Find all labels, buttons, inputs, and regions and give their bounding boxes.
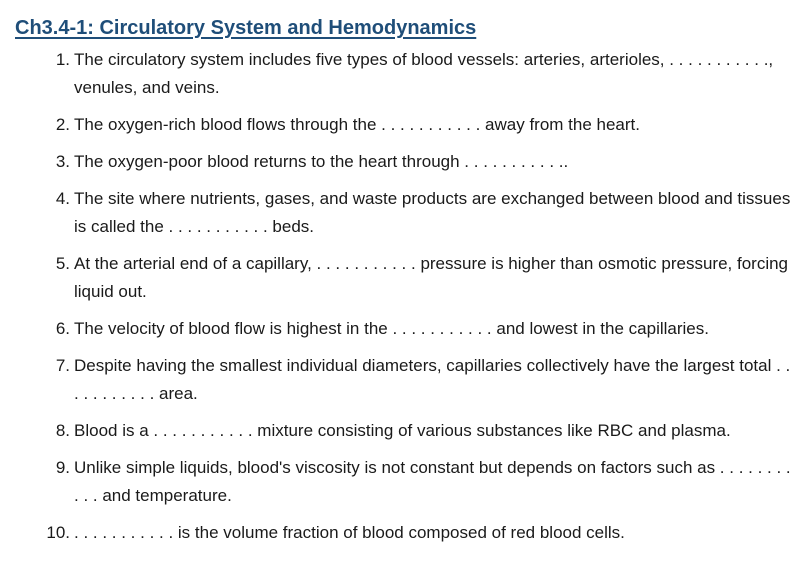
- page-title: Ch3.4-1: Circulatory System and Hemodynamics: [15, 17, 477, 39]
- question-item: [15, 519, 792, 547]
- question-number: 5.: [55, 254, 70, 273]
- question-item: [15, 46, 792, 102]
- question-item: [15, 111, 792, 139]
- question-number: 8.: [55, 421, 70, 440]
- question-number: 3.: [55, 152, 70, 171]
- question-text: The oxygen-rich blood flows through the . . . . . . . . . . . away from the heart.: [74, 115, 640, 134]
- question-item: [15, 454, 792, 510]
- question-item: [15, 148, 792, 176]
- question-number: 10.: [46, 523, 70, 542]
- question-text: The velocity of blood flow is highest in the . . . . . . . . . . . and lowest in the capillaries.: [74, 319, 709, 338]
- question-text: The site where nutrients, gases, and waste products are exchanged between blood and tissues is called the . . . . . . . . . . . beds.: [74, 189, 791, 236]
- question-number: 7.: [55, 356, 70, 375]
- question-item: [15, 352, 792, 408]
- question-item: [15, 417, 792, 445]
- question-number: 1.: [55, 50, 70, 69]
- question-item: [15, 250, 792, 306]
- question-text: The oxygen-poor blood returns to the heart through . . . . . . . . . . ..: [74, 152, 569, 171]
- question-text: . . . . . . . . . . . is the volume fraction of blood composed of red blood cells.: [74, 523, 625, 542]
- question-number: 6.: [55, 319, 70, 338]
- question-text: Despite having the smallest individual diameters, capillaries collectively have the largest total . . . . . . . . . . . area.: [74, 356, 791, 403]
- question-number: 4.: [55, 189, 70, 208]
- question-text: Unlike simple liquids, blood's viscosity is not constant but depends on factors such as . . . . . . . . . . . and temperature.: [74, 458, 791, 505]
- question-text: The circulatory system includes five types of blood vessels: arteries, arterioles, . . . . . . . . . . ., venules, and veins.: [74, 50, 774, 97]
- question-text: At the arterial end of a capillary, . . . . . . . . . . . pressure is higher than osmotic pressure, forcing liquid out.: [74, 254, 788, 301]
- question-list: [15, 46, 792, 547]
- question-number: 9.: [55, 458, 70, 477]
- question-item: [15, 315, 792, 343]
- question-number: 2.: [55, 115, 70, 134]
- question-item: [15, 185, 792, 241]
- question-text: Blood is a . . . . . . . . . . . mixture consisting of various substances like RBC and plasma.: [74, 421, 731, 440]
